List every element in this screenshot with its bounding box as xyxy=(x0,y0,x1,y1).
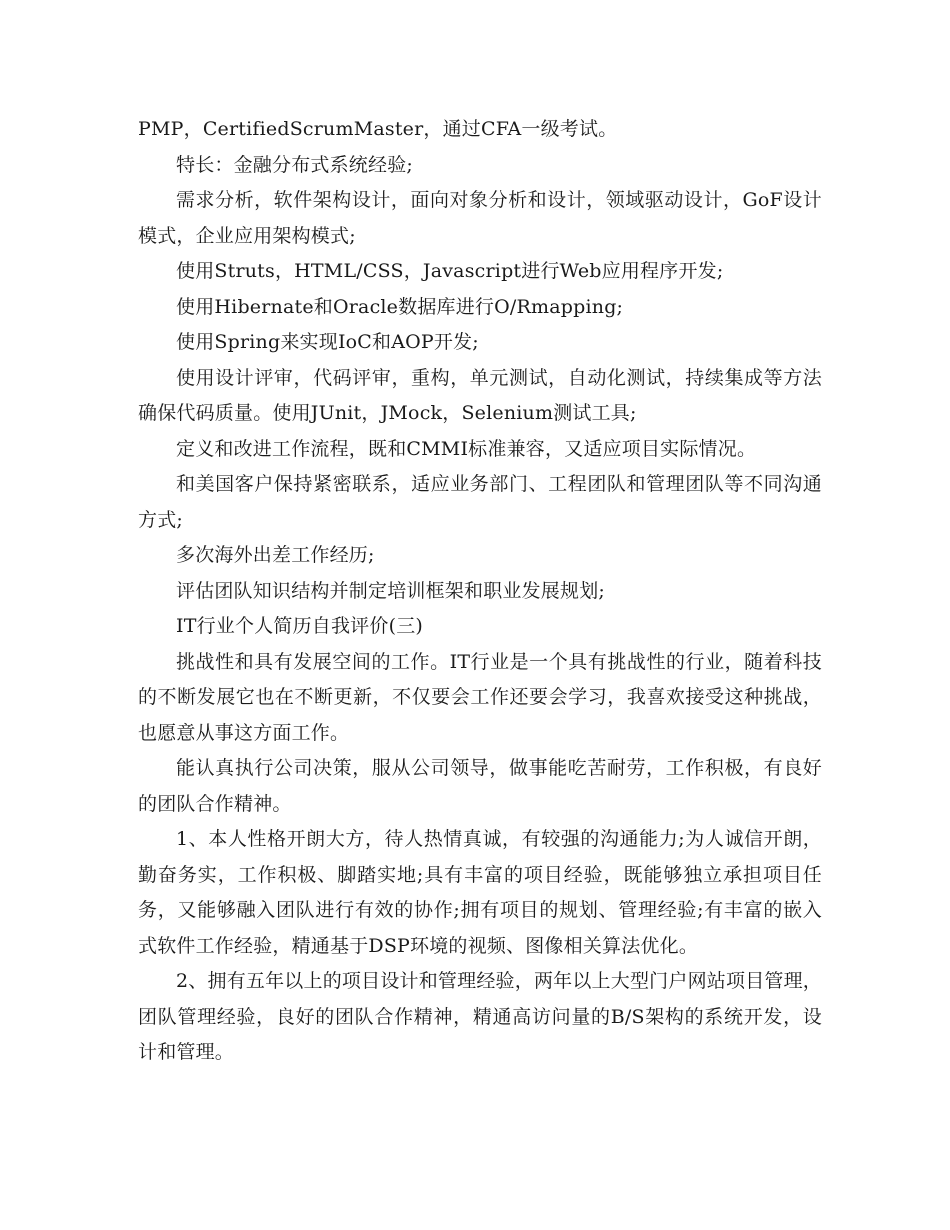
paragraph-analysis-design: 需求分析，软件架构设计，面向对象分析和设计，领域驱动设计，GoF设计模式，企业应用架构模式; xyxy=(138,189,822,247)
paragraph-training: 评估团队知识结构并制定培训框架和职业发展规划; xyxy=(176,579,606,602)
paragraph-challenge: 挑战性和具有发展空间的工作。IT行业是一个具有挑战性的行业，随着科技的不断发展它也在不断更新，不仅要会工作还要会学习，我喜欢接受这种挑战，也愿意从事这方面工作。 xyxy=(138,650,822,744)
paragraph-orm: 使用Hibernate和Oracle数据库进行O/Rmapping; xyxy=(176,295,624,318)
paragraph-spring: 使用Spring来实现IoC和AOP开发; xyxy=(176,331,479,353)
paragraph-web-dev: 使用Struts，HTML/CSS，Javascript进行Web应用程序开发; xyxy=(176,260,724,282)
paragraph-specialty: 特长：金融分布式系统经验; xyxy=(176,153,414,176)
paragraph-overseas: 多次海外出差工作经历; xyxy=(176,544,375,566)
document-body xyxy=(138,112,822,1071)
paragraph-code-quality: 使用设计评审，代码评审，重构，单元测试，自动化测试，持续集成等方法确保代码质量。使用JUnit，JMock，Selenium测试工具; xyxy=(138,366,822,424)
paragraph-item-2: 2、拥有五年以上的项目设计和管理经验，两年以上大型门户网站项目管理，团队管理经验，良好的团队合作精神，精通高访问量的B/S架构的系统开发，设计和管理。 xyxy=(138,970,822,1063)
paragraph-item-1: 1、本人性格开朗大方，待人热情真诚，有较强的沟通能力;为人诚信开朗，勤奋务实，工作积极、脚踏实地;具有丰富的项目经验，既能够独立承担项目任务，又能够融入团队进行有效的协作;拥有项目的规划、管理经验;有丰富的嵌入式软件工作经验，精通基于DSP环境的视频、图像相关算法优化。 xyxy=(138,828,822,957)
paragraph-certifications: PMP，CertifiedScrumMaster，通过CFA一级考试。 xyxy=(138,118,618,140)
paragraph-attitude: 能认真执行公司决策，服从公司领导，做事能吃苦耐劳，工作积极，有良好的团队合作精神。 xyxy=(138,757,822,815)
paragraph-workflow: 定义和改进工作流程，既和CMMI标准兼容，又适应项目实际情况。 xyxy=(176,437,757,460)
paragraph-client-contact: 和美国客户保持紧密联系，适应业务部门、工程团队和管理团队等不同沟通方式; xyxy=(138,473,822,531)
section-heading: IT行业个人简历自我评价(三) xyxy=(176,615,424,637)
